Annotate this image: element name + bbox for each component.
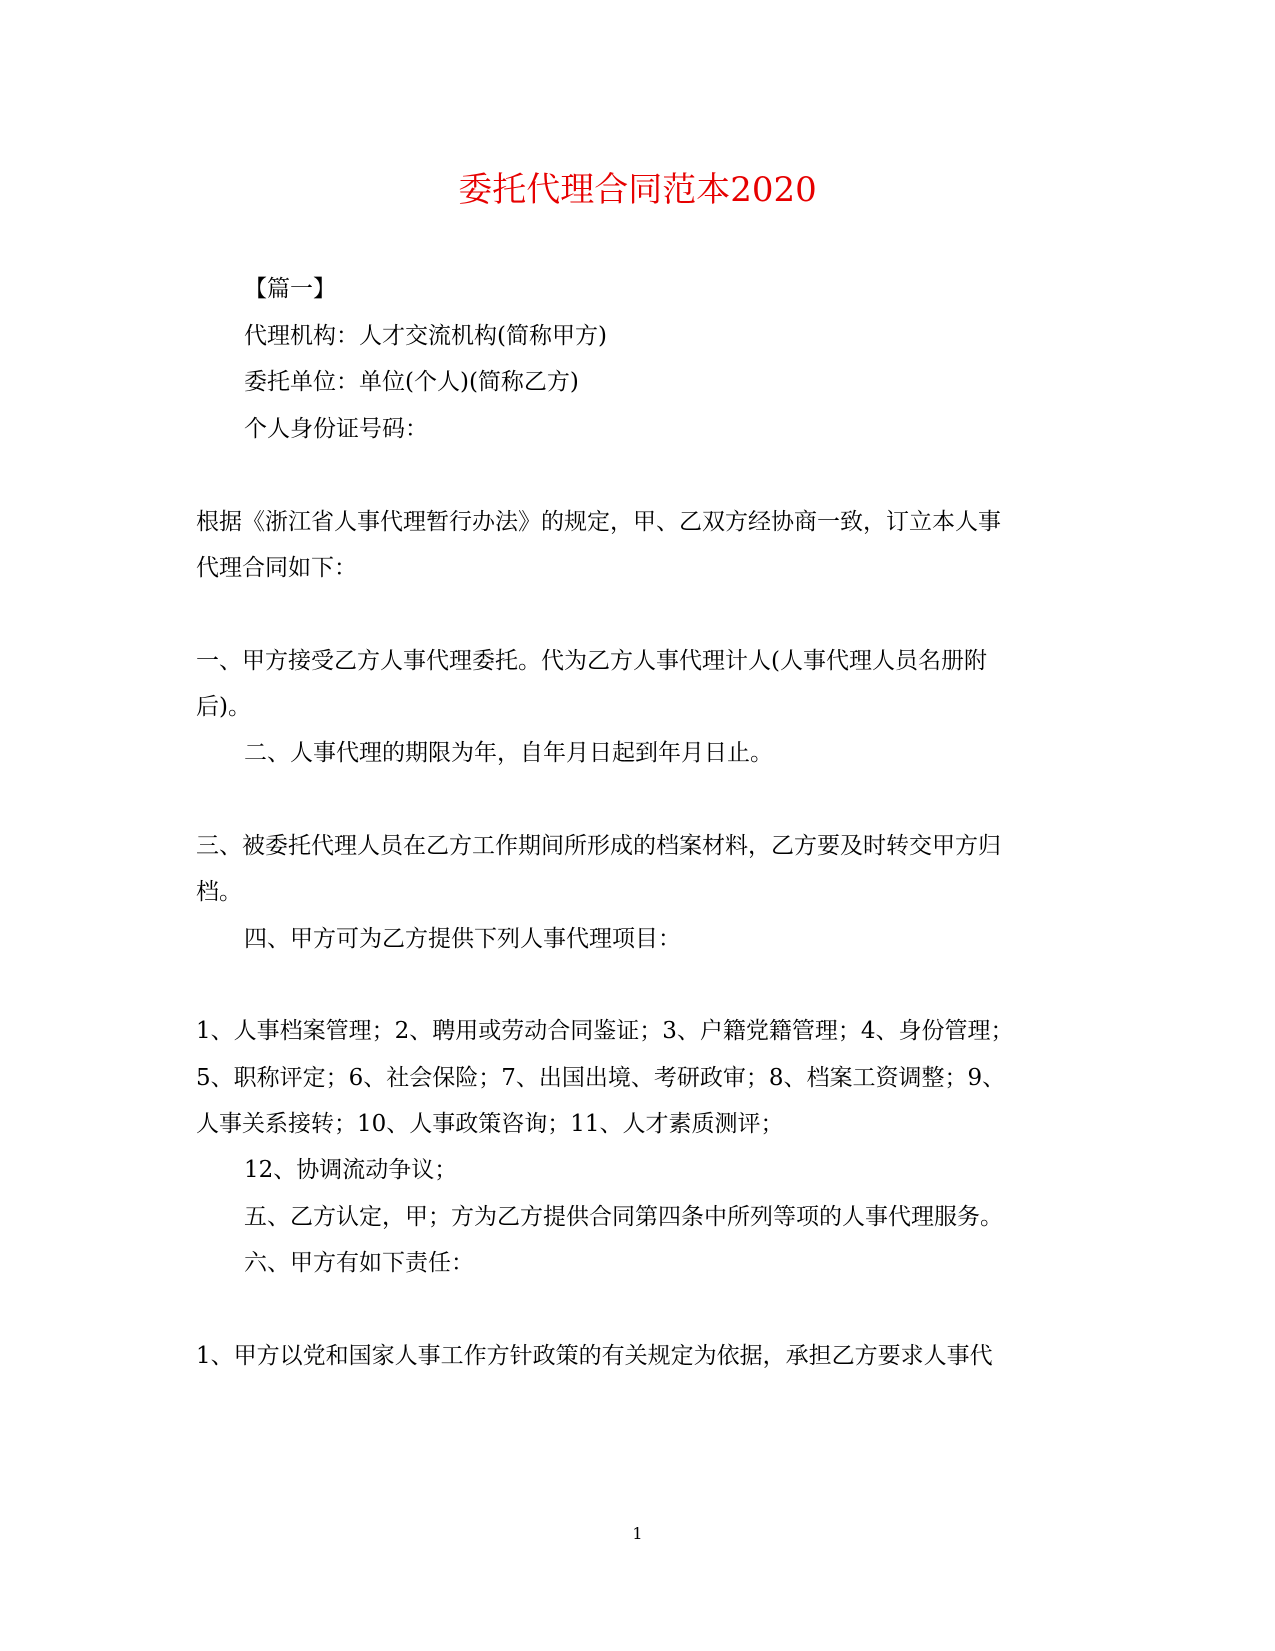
paragraph-line: 12、协调流动争议； — [244, 1157, 458, 1183]
paragraph-line: 后)。 — [196, 694, 251, 720]
section-heading: 【篇一】 — [244, 276, 336, 302]
paragraph-line: 1、甲方以党和国家人事工作方针政策的有关规定为依据，承担乙方要求人事代 — [196, 1343, 993, 1369]
page-number: 1 — [632, 1524, 643, 1543]
paragraph-line: 六、甲方有如下责任： — [244, 1250, 474, 1276]
paragraph-line: 档。 — [196, 879, 242, 905]
paragraph-line: 1、人事档案管理；2、聘用或劳动合同鉴证；3、户籍党籍管理；4、身份管理； — [196, 1018, 1014, 1044]
paragraph-line: 代理合同如下： — [196, 555, 357, 581]
paragraph-line: 人事关系接转；10、人事政策咨询；11、人才素质测评； — [196, 1111, 784, 1137]
id-number-line: 个人身份证号码： — [244, 416, 428, 442]
paragraph-line: 四、甲方可为乙方提供下列人事代理项目： — [244, 926, 681, 952]
paragraph-line: 5、职称评定；6、社会保险；7、出国出境、考研政审；8、档案工资调整；9、 — [196, 1065, 1006, 1091]
document-title: 委托代理合同范本2020 — [458, 170, 817, 210]
paragraph-line: 一、甲方接受乙方人事代理委托。代为乙方人事代理计人(人事代理人员名册附 — [196, 648, 987, 674]
client-line: 委托单位：单位(个人)(简称乙方) — [244, 369, 579, 395]
paragraph-line: 五、乙方认定，甲；方为乙方提供合同第四条中所列等项的人事代理服务。 — [244, 1204, 1003, 1230]
agency-line: 代理机构：人才交流机构(简称甲方) — [244, 323, 607, 349]
paragraph-line: 根据《浙江省人事代理暂行办法》的规定，甲、乙双方经协商一致，订立本人事 — [196, 509, 1001, 535]
paragraph-line: 三、被委托代理人员在乙方工作期间所形成的档案材料，乙方要及时转交甲方归 — [196, 833, 1001, 859]
paragraph-line: 二、人事代理的期限为年，自年月日起到年月日止。 — [244, 740, 773, 766]
